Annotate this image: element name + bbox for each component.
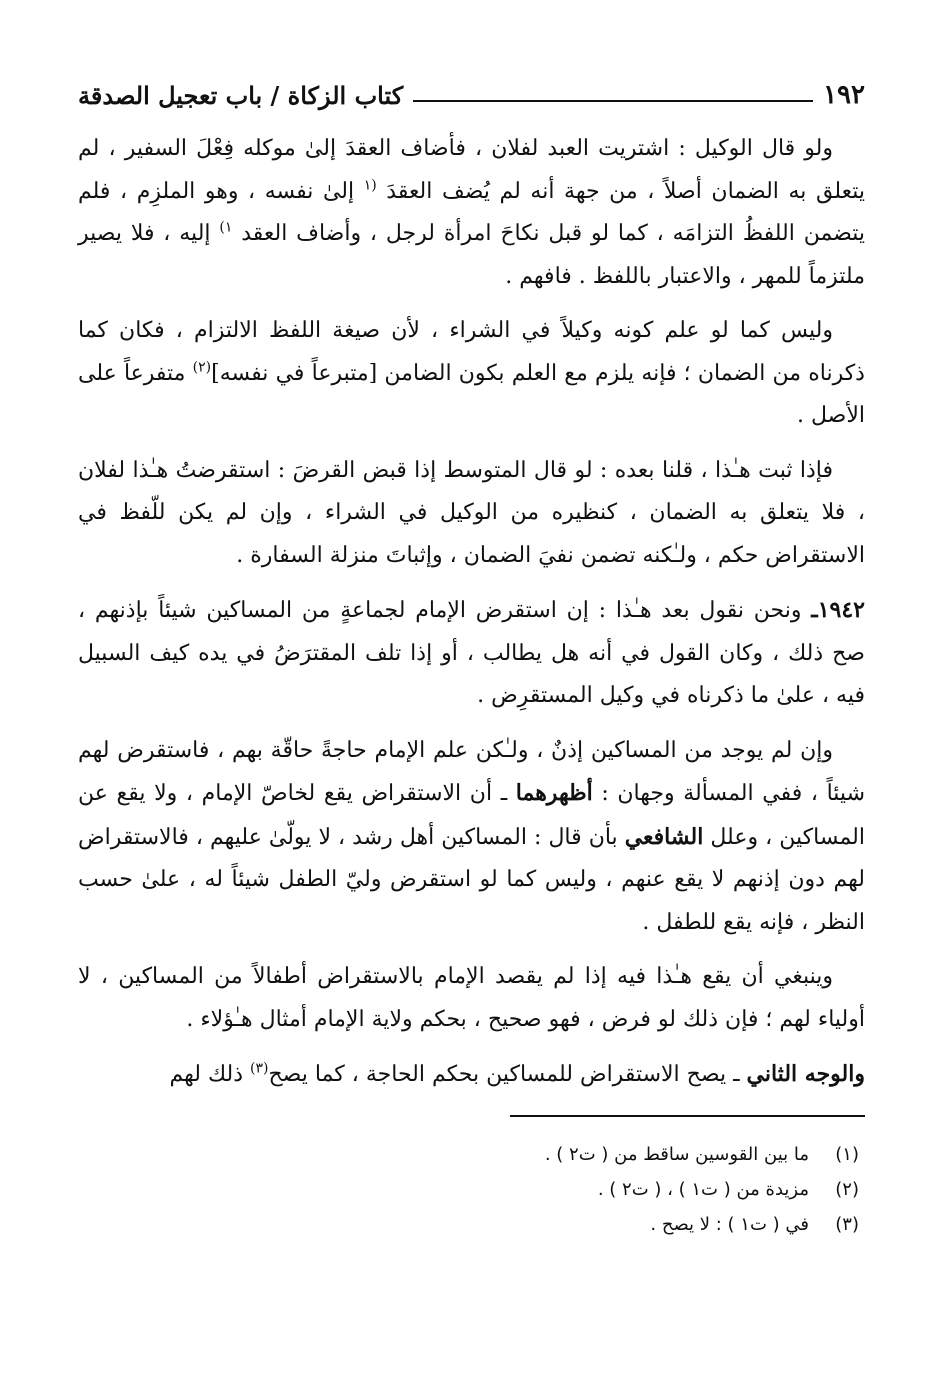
footnote-number: (١) (835, 1143, 859, 1165)
paragraph-text: ـ يصح الاستقراض للمساكين بحكم الحاجة ، كما يصح (268, 1062, 747, 1087)
paragraph-text: وإن لم يوجد من المساكين إذنٌ ، ولـٰكن علم الإمام حاجةً حاقّة بهم ، فاستقرض لهم شيئاً ، ففي المسألة وجهان : (78, 737, 865, 806)
footnote (78, 1207, 865, 1242)
footnote-number: (٣) (835, 1213, 859, 1235)
main-text (78, 128, 865, 1097)
paragraph-text: ـ أن الاستقراض يقع لخاصّ الإمام ، ولا يقع عن المساكين ، وعلل (78, 781, 865, 850)
footnote (78, 1137, 865, 1172)
footnote-text: ما بين القوسين ساقط من ( ت٢ ) . (544, 1143, 809, 1165)
footnote-marker: (١ (363, 177, 377, 194)
footnotes (78, 1137, 865, 1242)
paragraph-text: ولو قال الوكيل : اشتريت العبد لفلان ، فأضاف العقدَ إلىٰ موكله فِعْلَ السفير ، لم يتعلق به الضمان أصلاً ، من جهة أنه لم يُضف العقدَ (78, 136, 865, 204)
bold-term: الشافعي (624, 823, 704, 850)
paragraph (78, 1053, 865, 1097)
footnote-marker: (٢) (192, 359, 212, 376)
footnote-marker: (٣) (250, 1060, 269, 1077)
paragraph-text: ذلك لهم (169, 1062, 251, 1087)
page-header (78, 70, 865, 120)
running-title: كتاب الزكاة / باب تعجيل الصدقة (78, 80, 404, 110)
footnote-text: مزيدة من ( ت١ ) ، ( ت٢ ) . (597, 1178, 809, 1200)
paragraph-text: إلىٰ نفسه ، وهو الملزِم ، فلم يتضمن اللفظُ التزامَه ، كما لو قبل نكاحَ امرأة لرجل ، وأضاف العقد (78, 178, 866, 246)
paragraph (78, 589, 865, 718)
bold-term: والوجه الثاني (746, 1061, 865, 1087)
footnote (78, 1172, 865, 1207)
paragraph (78, 730, 865, 945)
footnote-number: (٢) (835, 1178, 859, 1200)
paragraph-text: بأن قال : المساكين أهل رشد ، لا يولّىٰ عليهم ، فالاستقراض لهم دون إذنهم لا يقع عنهم ، وليس كما لو استقرض وليّ الطفل شيئاً له ، علىٰ حسب النظر ، فإنه يقع للطفل . (78, 824, 865, 935)
paragraph-text: إليه ، فلا يصير ملتزماً للمهر ، والاعتبار باللفظ . فافهم . (78, 221, 865, 289)
paragraph: فإذا ثبت هـٰذا ، قلنا بعده : لو قال المتوسط إذا قبض القرضَ : استقرضتُ هـٰذا لفلان ، فلا يتعلق به الضمان ، كنظيره من الوكيل في الشراء ، وإن لم يكن للّفظ في الاستقراض حكم ، ولـٰكنه تضمن نفيَ الضمان ، وإثباتَ منزلة السفارة . (78, 457, 865, 568)
footnote-marker: ١) (219, 219, 233, 236)
page-number: ١٩٢ (823, 80, 865, 110)
header-rule (413, 100, 813, 102)
book-page (78, 70, 865, 1242)
bold-term: أظهرهما (515, 780, 593, 806)
footnote-text: في ( ت١ ) : لا يصح . (650, 1213, 809, 1235)
paragraph: وينبغي أن يقع هـٰذا فيه إذا لم يقصد الإمام بالاستقراض أطفالاً من المساكين ، لا أولياء لهم ؛ فإن ذلك لو فرض ، فهو صحيح ، بحكم ولاية الإمام أمثال هـٰؤلاء . (78, 964, 865, 1032)
paragraph (78, 310, 865, 438)
paragraph (78, 128, 865, 298)
issue-number: ١٩٤٢ـ (811, 597, 865, 623)
paragraph-text: وليس كما لو علم كونه وكيلاً في الشراء ، لأن صيغة اللفظ الالتزام ، فكان كما ذكرناه من الضمان ؛ فإنه يلزم مع العلم بكون الضامن [متبرعاً في نفسه] (78, 318, 865, 386)
paragraph-text: ونحن نقول بعد هـٰذا : إن استقرض الإمام لجماعةٍ من المساكين شيئاً بإذنهم ، صح ذلك ، وكان القول في أنه هل يطالب ، أو إذا تلف المقترَضُ في يده كيف السبيل فيه ، علىٰ ما ذكرناه في وكيل المستقرِض . (78, 598, 865, 708)
footnote-rule (510, 1115, 865, 1117)
paragraph-text: متفرعاً على الأصل . (78, 360, 865, 428)
